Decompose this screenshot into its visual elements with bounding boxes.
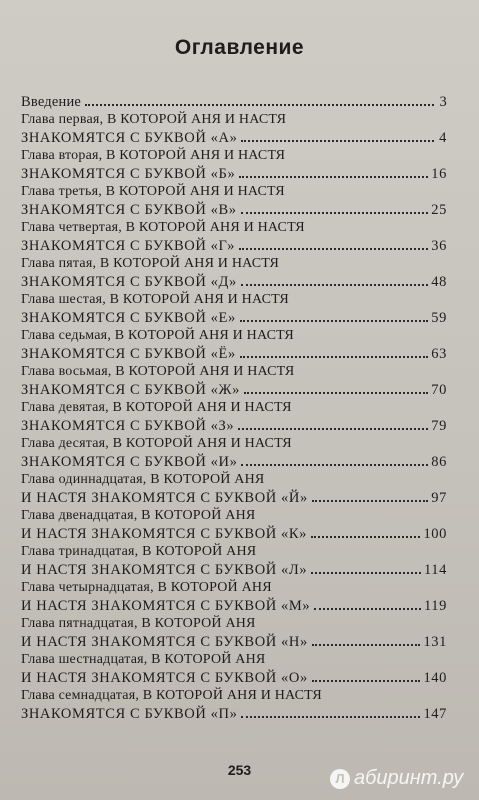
toc-entry-line (21, 363, 447, 381)
dot-leader (312, 679, 421, 682)
watermark (330, 767, 463, 790)
toc-page-number: 48 (431, 274, 447, 290)
toc-entry-line (21, 201, 447, 219)
toc-entry-line (21, 687, 447, 705)
toc-entry (21, 543, 447, 579)
labirint-logo-icon: Л (330, 769, 350, 789)
toc-entry-line (21, 165, 447, 183)
toc-entry (21, 219, 447, 255)
toc-page-number: 97 (431, 490, 447, 506)
toc-entry-line (21, 633, 447, 651)
toc-entry-text: Глава шестнадцатая, В КОТОРОЙ АНЯ (21, 652, 266, 667)
toc-entry-line (21, 525, 447, 543)
toc-entry-text: Глава девятая, В КОТОРОЙ АНЯ И НАСТЯ (21, 400, 292, 415)
toc-page-number: 114 (423, 562, 447, 578)
toc-entry-line (21, 183, 447, 201)
toc-entry-text: Глава шестая, В КОТОРОЙ АНЯ И НАСТЯ (21, 292, 289, 307)
dot-leader (244, 391, 428, 394)
toc-entry-line (21, 651, 447, 669)
dot-leader (314, 607, 421, 610)
toc-entry-line (21, 147, 447, 165)
toc-entry (21, 147, 447, 183)
toc-entry-text: Глава восьмая, В КОТОРОЙ АНЯ И НАСТЯ (21, 364, 295, 379)
dot-leader (241, 463, 428, 466)
dot-leader (312, 499, 428, 502)
toc-title: Оглавление (174, 36, 305, 59)
dot-leader (241, 715, 420, 718)
toc-entry-line (21, 615, 447, 633)
toc-entry-text: И НАСТЯ ЗНАКОМЯТСЯ С БУКВОЙ «О» (21, 670, 308, 686)
toc-entry-text: Глава первая, В КОТОРОЙ АНЯ И НАСТЯ (21, 112, 287, 127)
toc-entry-line (21, 345, 447, 363)
toc-entry-text: Глава третья, В КОТОРОЙ АНЯ И НАСТЯ (21, 184, 285, 199)
toc-page-number: 59 (431, 310, 447, 326)
toc-entry-text: ЗНАКОМЯТСЯ С БУКВОЙ «З» (21, 418, 235, 434)
toc-entry-text: Глава четырнадцатая, В КОТОРОЙ АНЯ (21, 580, 272, 595)
toc-entry-line (21, 507, 447, 525)
dot-leader (241, 211, 429, 214)
toc-entry-text: ЗНАКОМЯТСЯ С БУКВОЙ «Е» (21, 310, 236, 326)
toc-entry-line (21, 399, 447, 417)
toc-page-number: 25 (431, 202, 447, 218)
toc-entry-text: ЗНАКОМЯТСЯ С БУКВОЙ «Г» (21, 238, 235, 254)
toc-entry (21, 687, 447, 723)
toc-entry (21, 363, 447, 399)
toc-entry-line (21, 309, 447, 327)
toc-entry-text: ЗНАКОМЯТСЯ С БУКВОЙ «Д» (21, 274, 237, 290)
toc-entry-text: Глава пятая, В КОТОРОЙ АНЯ И НАСТЯ (21, 256, 280, 271)
dot-leader (311, 535, 420, 538)
toc-entry-text: Глава двенадцатая, В КОТОРОЙ АНЯ (21, 508, 256, 523)
toc-entry-text: И НАСТЯ ЗНАКОМЯТСЯ С БУКВОЙ «К» (21, 526, 308, 542)
toc-entry-line (21, 237, 447, 255)
toc-entry-line (21, 597, 447, 615)
toc-entry-line (21, 255, 447, 273)
toc-entry (21, 579, 447, 615)
toc-page-number: 36 (431, 238, 447, 254)
toc-entry-line (21, 579, 447, 597)
toc-entry-text: Глава четвертая, В КОТОРОЙ АНЯ И НАСТЯ (21, 220, 305, 235)
watermark-text: абиринт.ру (354, 767, 464, 789)
toc-entry-text: ЗНАКОМЯТСЯ С БУКВОЙ «Б» (21, 166, 236, 182)
toc-page-number: 147 (423, 706, 447, 722)
toc-entry-line (21, 705, 447, 723)
toc-entry-line (21, 327, 447, 345)
toc-entry-line (21, 219, 447, 237)
toc-page-number: 100 (423, 526, 447, 542)
toc-entry (21, 471, 447, 507)
toc-entry-text: ЗНАКОМЯТСЯ С БУКВОЙ «В» (21, 202, 237, 218)
toc-entry-line (21, 417, 447, 435)
toc-page-number: 3 (439, 94, 447, 110)
toc-page-number: 140 (423, 670, 447, 686)
dot-leader (238, 427, 428, 430)
toc-entry-text: ЗНАКОМЯТСЯ С БУКВОЙ «И» (21, 454, 238, 470)
dot-leader (312, 643, 421, 646)
dot-leader (311, 571, 421, 574)
toc-entry-text: Глава десятая, В КОТОРОЙ АНЯ И НАСТЯ (21, 436, 292, 451)
toc-entry-text: ЗНАКОМЯТСЯ С БУКВОЙ «Ж» (21, 382, 240, 398)
toc-entry (21, 651, 447, 687)
toc-entry (21, 111, 447, 147)
toc-entry-line (21, 291, 447, 309)
dot-leader (241, 139, 434, 142)
toc-page-number: 119 (423, 598, 447, 614)
toc-entry-text: ЗНАКОМЯТСЯ С БУКВОЙ «П» (21, 706, 238, 722)
page-number: 253 (227, 762, 252, 778)
toc-entry-text: Глава седьмая, В КОТОРОЙ АНЯ И НАСТЯ (21, 328, 294, 343)
dot-leader (240, 319, 428, 322)
toc-entry-text: ЗНАКОМЯТСЯ С БУКВОЙ «Ё» (21, 346, 236, 362)
toc-entry-text: И НАСТЯ ЗНАКОМЯТСЯ С БУКВОЙ «Й» (21, 490, 308, 506)
toc-entry (21, 507, 447, 543)
toc-entry (21, 93, 447, 111)
toc-entry-text: Глава тринадцатая, В КОТОРОЙ АНЯ (21, 544, 257, 559)
toc-entry-text: ЗНАКОМЯТСЯ С БУКВОЙ «А» (21, 130, 238, 146)
toc-entry (21, 435, 447, 471)
dot-leader (239, 175, 428, 178)
toc-page-number: 16 (431, 166, 447, 182)
toc-entry-line (21, 111, 447, 129)
dot-leader (241, 283, 428, 286)
dot-leader (240, 355, 428, 358)
dot-leader (239, 247, 428, 250)
toc-entry (21, 255, 447, 291)
toc-entry-line (21, 453, 447, 471)
toc-entry-line (21, 273, 447, 291)
dot-leader (85, 103, 434, 106)
toc-entry-line (21, 381, 447, 399)
toc-page-number: 79 (431, 418, 447, 434)
toc-page-number: 4 (439, 130, 447, 146)
toc-entry-line (21, 93, 447, 111)
toc-entry-text: И НАСТЯ ЗНАКОМЯТСЯ С БУКВОЙ «Л» (21, 562, 308, 578)
toc-page-number: 63 (431, 346, 447, 362)
toc-entry (21, 291, 447, 327)
toc-list (21, 93, 447, 723)
toc-entry-text: Глава семнадцатая, В КОТОРОЙ АНЯ И НАСТЯ (21, 688, 322, 703)
toc-entry (21, 183, 447, 219)
toc-page-number: 70 (431, 382, 447, 398)
toc-entry-text: Глава пятнадцатая, В КОТОРОЙ АНЯ (21, 616, 256, 631)
toc-page-number: 86 (431, 454, 447, 470)
toc-entry-line (21, 669, 447, 687)
toc-entry-line (21, 129, 447, 147)
toc-page-number: 131 (423, 634, 447, 650)
toc-entry-line (21, 435, 447, 453)
toc-entry-line (21, 471, 447, 489)
toc-entry (21, 615, 447, 651)
toc-entry (21, 399, 447, 435)
toc-entry-line (21, 561, 447, 579)
toc-entry (21, 327, 447, 363)
toc-entry-text: Введение (21, 94, 82, 110)
toc-entry-text: И НАСТЯ ЗНАКОМЯТСЯ С БУКВОЙ «М» (21, 598, 311, 614)
toc-entry-text: Глава вторая, В КОТОРОЙ АНЯ И НАСТЯ (21, 148, 286, 163)
toc-entry-line (21, 543, 447, 561)
toc-entry-line (21, 489, 447, 507)
toc-entry-text: И НАСТЯ ЗНАКОМЯТСЯ С БУКВОЙ «Н» (21, 634, 308, 650)
toc-entry-text: Глава одиннадцатая, В КОТОРОЙ АНЯ (21, 472, 265, 487)
